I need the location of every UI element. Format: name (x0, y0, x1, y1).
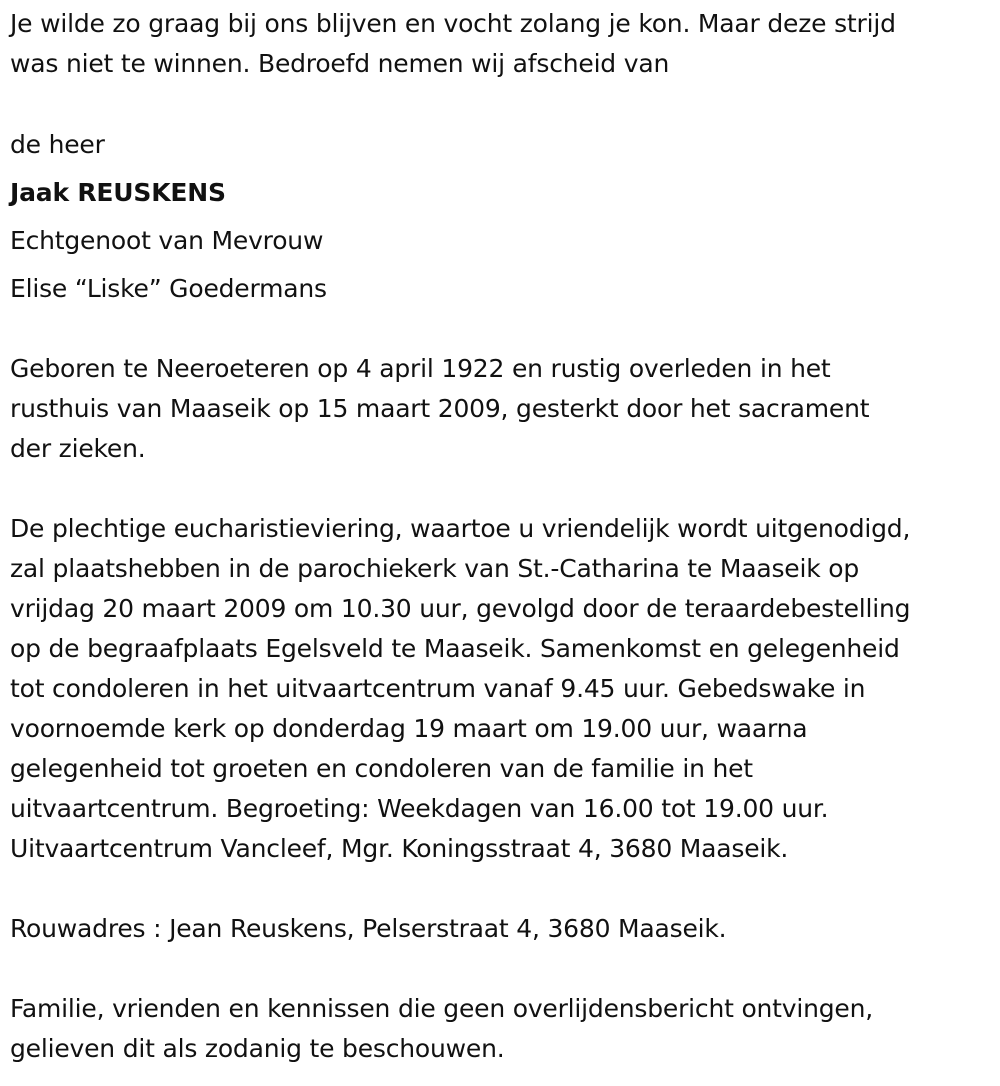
deceased-name: Jaak REUSKENS (10, 178, 226, 207)
ceremony-line: voornoemde kerk op donderdag 19 maart om 19.00 uur, waarna (10, 714, 808, 743)
spouse-name: Elise “Liske” Goedermans (10, 274, 327, 303)
birth-line: der zieken. (10, 434, 146, 463)
ceremony-line: uitvaartcentrum. Begroeting: Weekdagen van 16.00 tot 19.00 uur. (10, 794, 829, 823)
honorific-title: de heer (10, 130, 105, 159)
ceremony-line: De plechtige eucharistieviering, waartoe u vriendelijk wordt uitgenodigd, (10, 514, 911, 543)
ceremony-line: vrijdag 20 maart 2009 om 10.30 uur, gevolgd door de teraardebestelling (10, 594, 911, 623)
spouse-line: Echtgenoot van Mevrouw (10, 226, 324, 255)
birth-line: rusthuis van Maaseik op 15 maart 2009, gesterkt door het sacrament (10, 394, 870, 423)
ceremony-paragraph (10, 509, 910, 869)
intro-line: was niet te winnen. Bedroefd nemen wij afscheid van (10, 49, 670, 78)
mourning-address: Rouwadres : Jean Reuskens, Pelserstraat 4, 3680 Maaseik. (10, 914, 727, 943)
closing-paragraph (10, 989, 873, 1069)
ceremony-line: gelegenheid tot groeten en condoleren van de familie in het (10, 754, 753, 783)
birth-line: Geboren te Neeroeteren op 4 april 1922 en rustig overleden in het (10, 354, 831, 383)
birth-death-paragraph (10, 349, 869, 469)
intro-paragraph (10, 4, 896, 84)
ceremony-line: tot condoleren in het uitvaartcentrum vanaf 9.45 uur. Gebedswake in (10, 674, 866, 703)
intro-line: Je wilde zo graag bij ons blijven en vocht zolang je kon. Maar deze strijd (10, 9, 896, 38)
closing-line: gelieven dit als zodanig te beschouwen. (10, 1034, 505, 1063)
ceremony-line: Uitvaartcentrum Vancleef, Mgr. Koningsstraat 4, 3680 Maaseik. (10, 834, 789, 863)
closing-line: Familie, vrienden en kennissen die geen overlijdensbericht ontvingen, (10, 994, 874, 1023)
ceremony-line: op de begraafplaats Egelsveld te Maaseik. Samenkomst en gelegenheid (10, 634, 900, 663)
ceremony-line: zal plaatshebben in de parochiekerk van St.-Catharina te Maaseik op (10, 554, 859, 583)
